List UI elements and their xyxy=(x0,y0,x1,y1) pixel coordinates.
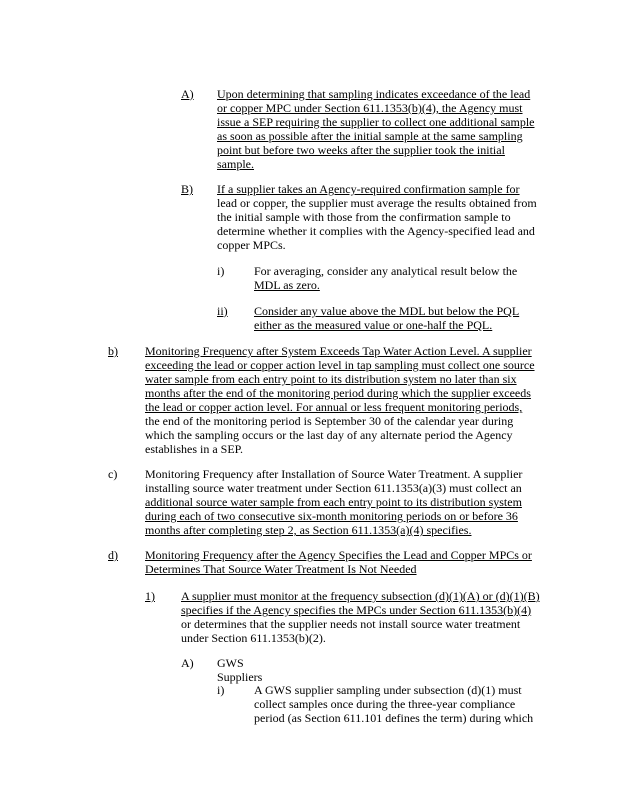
text-line: For averaging, consider any analytical result below the xyxy=(254,264,518,278)
text-line: A GWS supplier sampling under subsection (d)(1) must xyxy=(254,683,522,697)
text-line: or determines that the supplier needs not install source water treatment xyxy=(181,617,521,631)
text-line: Monitoring Frequency after System Exceeds Tap Water Action Level. A supplier xyxy=(145,344,532,358)
subsection-text xyxy=(217,87,534,171)
text-line: which the sampling occurs or the last day of any alternate period the Agency xyxy=(145,428,513,442)
text-line: copper MPCs. xyxy=(217,238,286,252)
text-line: establishes in a SEP. xyxy=(145,442,243,456)
text-line: lead or copper, the supplier must average the results obtained from xyxy=(217,196,537,210)
text-line: water sample from each entry point to its distribution system no later than six xyxy=(145,372,517,386)
item-label: ii) xyxy=(217,304,228,318)
item-label: i) xyxy=(217,264,225,278)
paragraph-label: b) xyxy=(108,344,118,358)
text-line: months after the end of the monitoring period during which the supplier exceeds xyxy=(145,386,531,400)
paragraph-text xyxy=(145,344,535,456)
text-line: either as the measured value or one-half the PQL. xyxy=(254,318,493,332)
text-line: Monitoring Frequency after Installation of Source Water Treatment. A supplier xyxy=(145,467,523,481)
text-line: as soon as possible after the initial sample at the same sampling xyxy=(217,129,523,143)
paragraph-text xyxy=(145,467,522,537)
subparagraph-label: 1) xyxy=(145,589,155,603)
text-line: installing source water treatment under Section 611.1353(a)(3) must collect an xyxy=(145,481,522,495)
subsection-label: B) xyxy=(181,182,193,196)
text-line: issue a SEP requiring the supplier to collect one additional sample xyxy=(217,115,535,129)
text-line: determine whether it complies with the Agency-specified lead and xyxy=(217,224,535,238)
text-line: period (as Section 611.101 defines the term) during which xyxy=(254,711,534,725)
text-line: sample. xyxy=(217,157,254,171)
text-line: during each of two consecutive six-month monitoring periods on or before 36 xyxy=(145,509,518,523)
text-line: collect samples once during the three-year compliance xyxy=(254,697,516,711)
paragraph-heading xyxy=(145,548,532,576)
subsection-heading: GWS Suppliers xyxy=(217,656,263,684)
item-label: i) xyxy=(217,683,225,697)
text-line: the lead or copper action level. For annual or less frequent monitoring periods, xyxy=(145,400,523,414)
text-line: exceeding the lead or copper action level in tap sampling must collect one source xyxy=(145,358,535,372)
text-line: specifies if the Agency specifies the MPCs under Section 611.1353(b)(4) xyxy=(181,603,532,617)
paragraph-label: d) xyxy=(108,548,118,562)
item-text xyxy=(254,264,517,292)
paragraph-label: c) xyxy=(108,467,118,481)
subparagraph-text xyxy=(181,589,540,645)
text-line: months after completing step 2, as Section 611.1353(a)(4) specifies. xyxy=(145,523,472,537)
text-line: If a supplier takes an Agency-required confirmation sample for xyxy=(217,182,520,196)
text-line: Upon determining that sampling indicates exceedance of the lead xyxy=(217,87,531,101)
text-line: Monitoring Frequency after the Agency Specifies the Lead and Copper MPCs or xyxy=(145,548,532,562)
text-line: Consider any value above the MDL but below the PQL xyxy=(254,304,520,318)
text-line: additional source water sample from each entry point to its distribution system xyxy=(145,495,522,509)
subsection-label: A) xyxy=(181,87,194,101)
item-text xyxy=(254,683,533,725)
text-line: MDL as zero. xyxy=(254,278,320,292)
text-line: the end of the monitoring period is September 30 of the calendar year during xyxy=(145,414,514,428)
subsection-label: A) xyxy=(181,656,194,670)
text-line: Determines That Source Water Treatment Is Not Needed xyxy=(145,562,417,576)
subsection-text xyxy=(217,182,537,252)
text-line: under Section 611.1353(b)(2). xyxy=(181,631,326,645)
text-line: or copper MPC under Section 611.1353(b)(4), the Agency must xyxy=(217,101,523,115)
item-text xyxy=(254,304,519,332)
text-line: A supplier must monitor at the frequency subsection (d)(1)(A) or (d)(1)(B) xyxy=(181,589,540,603)
text-line: the initial sample with those from the confirmation sample to xyxy=(217,210,511,224)
text-line: point but before two weeks after the supplier took the initial xyxy=(217,143,505,157)
